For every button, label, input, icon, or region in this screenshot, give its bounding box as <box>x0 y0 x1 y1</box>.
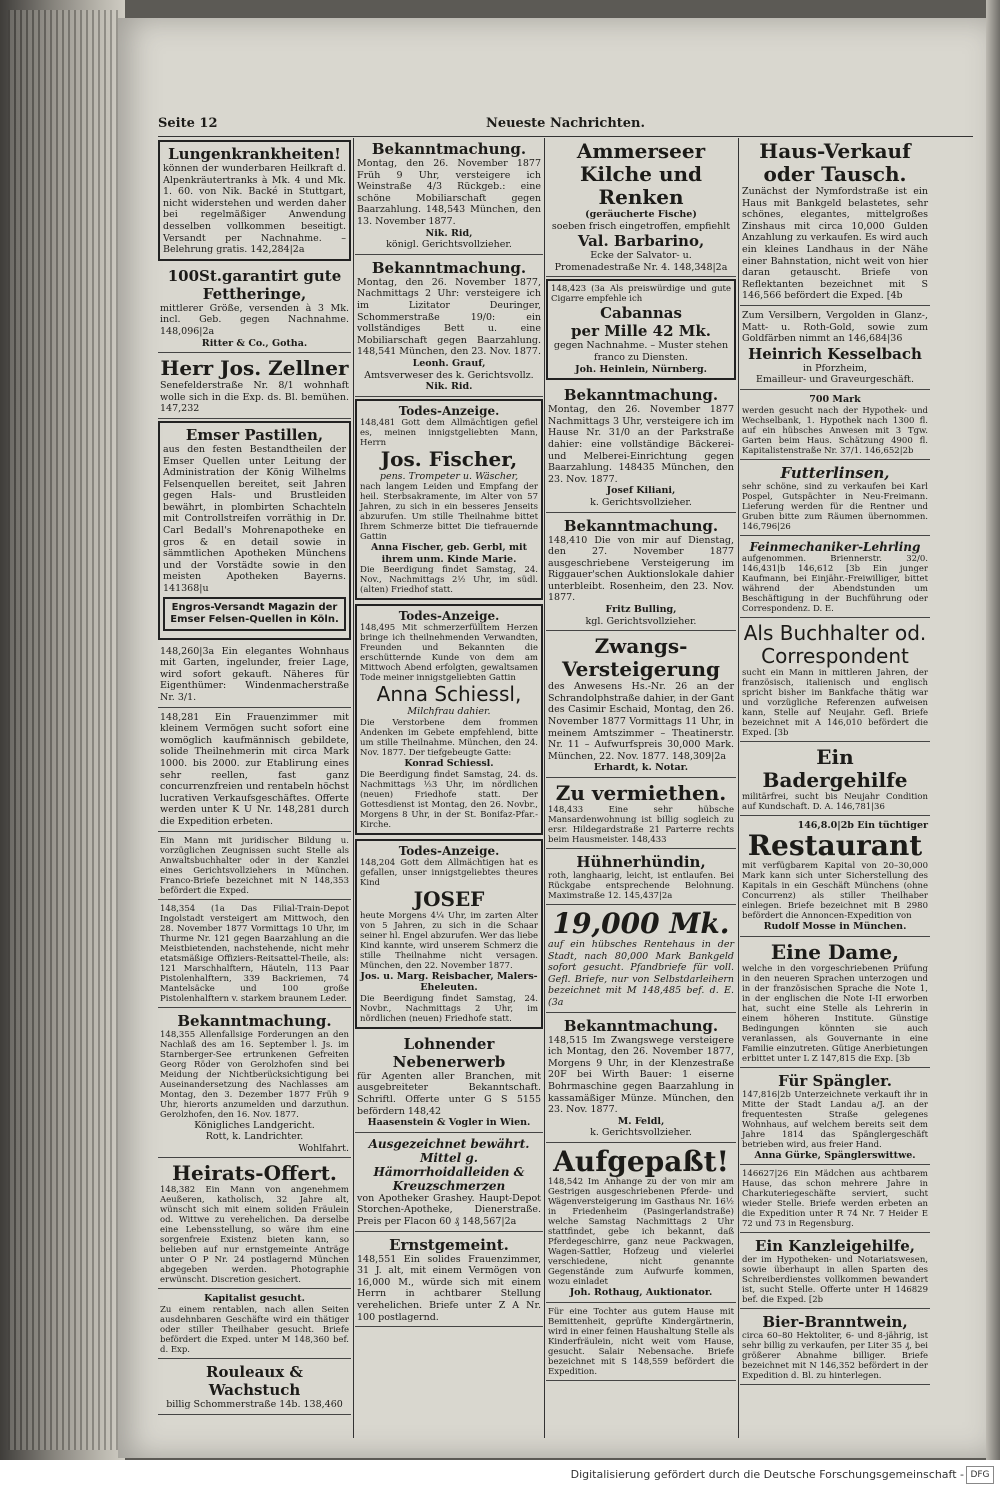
obituary-role: Milchfrau dahier. <box>407 706 491 718</box>
ad-aufgepasst <box>546 1145 736 1303</box>
ad-19000-mk <box>546 907 736 1013</box>
ad-title: Bekanntmachung. <box>177 1011 332 1030</box>
ad-signature: Leonh. Grauf, <box>412 357 486 369</box>
obituary-title: Todes-Anzeige. <box>398 403 500 418</box>
book-binding <box>0 0 125 1491</box>
ad-zellner <box>158 355 351 419</box>
ad-title: Futterlinsen, <box>780 463 890 482</box>
ad-body: aufgenommen. Briennerstr. 32/0. 146,431|b 146,612 [3b Ein junger Kaufmann, bei Einjähr.-Freiwilliger, bittet während der Abendstunden um Beschäftigung in der Buchführung oder Correspondenz. D. E. <box>742 553 928 614</box>
ad-signature: Nik. Rid. <box>425 381 473 393</box>
ad-huehnerhuendin <box>546 851 736 905</box>
ad-title: Lohnender Nebenerwerb <box>392 1034 506 1071</box>
ad-body: circa 60–80 Hektoliter, 6- und 8-jährig, ist sehr billig zu verkaufen, per Liter 35 ₰, bei größerer Abnahme billiger. Briefe bezeichnet mit N 146,352 befördert in der Expedition d. Bl. zu hinterlegen. <box>742 1331 928 1382</box>
funding-credit: Digitalisierung gefördert durch die Deutsche Forschungsgemeinschaft - <box>570 1468 964 1481</box>
ad-eine-dame <box>740 939 930 1068</box>
obituary-funeral: Die Beerdigung findet Samstag, 24. Novbr., Nachmittags 2 Uhr, im nördlichen (neuen) Friedhofe statt. <box>360 993 538 1024</box>
ad-bekanntmachung-rid <box>355 138 543 255</box>
ad-futterlinsen <box>740 462 930 536</box>
ad-body: der im Hypotheken- und Notariatswesen, sowie überhaupt in allen Sparten des Schreiberdienstes vollkommen bewandert ist, sucht Stelle. Offerte unter H 146829 bef. die Exped. [2b <box>742 1255 928 1306</box>
obituary-fischer <box>355 399 543 601</box>
ad-signature: Erhardt, k. Notar. <box>593 762 689 774</box>
ad-title: Kapitalist gesucht. <box>204 1293 305 1305</box>
ad-title: Ein Kanzleigehilfe, <box>755 1237 915 1256</box>
ad-signature: Josef Kiliani, <box>606 485 676 497</box>
ad-bekanntmachung-grauf <box>355 257 543 397</box>
ad-title: Bier-Branntwein, <box>762 1313 908 1332</box>
ad-title: Heirats-Offert. <box>172 1161 337 1186</box>
ad-body: Senefelderstraße Nr. 8/1 wohnhaft wolle sich in die Exp. ds. Bl. bemühen. 147,232 <box>160 380 349 415</box>
column-4 <box>740 138 930 1438</box>
ad-body: für Agenten aller Branchen, mit ausgebreiteter Bekanntschaft. Schriftl. Offerte unter G S 5155 befördern 148,42 <box>357 1070 541 1117</box>
ad-body: Für eine Tochter aus gutem Hause mit Bemittenheit, geprüfte Kindergärtnerin, wird in einer feinen Haushaltung Stelle als Kinderfräulein, nicht weit vom Hause, gesucht. Salair Nebensache. Briefe bezeichnet mit S 148,559 befördert die Expedition. <box>548 1306 734 1377</box>
ad-body: sehr schöne, sind zu verkaufen bei Karl Pospel, Gutspächter in Neu-Freimann. Lieferung werden für die Rentner und Gruben bitte zum Räumen übernommen. 146,796|26 <box>742 481 928 532</box>
ad-body: 148,515 Im Zwangswege versteigere ich Montag, den 26. November 1877, Morgens 9 Uhr, in der Klenzestraße 20F bei Wirth Bauer: 1 eiserne Bohrmaschine gegen Baarzahlung in kassamäßiger Münze. München, den 23. Nov. 1877. <box>548 1034 734 1116</box>
obituary-name: Jos. Fischer, <box>380 446 518 471</box>
ad-cabannas <box>546 279 736 380</box>
ad-body: 148,551 Ein solides Frauenzimmer, 31 J. alt, mit einem Vermögen von 16,000 M., würde sich mit einem Herrn in achtbarer Stellung verehelichen. Briefe unter Z A Nr. 100 postlagernd. <box>357 1253 541 1323</box>
ad-body: 148,423 (3a Als preiswürdige und gute Cigarre empfehle ich <box>551 284 731 305</box>
ad-body: aus den festen Bestandtheilen der Emser Quellen unter Leitung der Administration der König Wilhelms Felsenquellen bereitet, seit Jahren gegen Hals- und Brustleiden bewährt, in plombirten Schachteln mit Controllstreifen vorräthig in Dr. Carl Bedall's Mohrenapotheke en gros & en detail sowie in sämmtlichen Apotheken Münchens und der Vorstädte sowie in den meisten Apotheken Bayerns. 141368|u <box>163 443 346 595</box>
ad-body: 148,260|3a Ein elegantes Wohnhaus mit Garten, ingelunder, freier Lage, wird sofort gekauft. Näheres für Eigenthümer: Windenmacherstraße Nr. 3/1. <box>160 645 349 703</box>
obituary-title: Todes-Anzeige. <box>398 843 500 858</box>
ad-role: Emailleur- und Graveurgeschäft. <box>755 374 915 386</box>
ad-title: Eine Dame, <box>770 939 900 964</box>
ad-title: Emser Pastillen, <box>185 425 324 444</box>
ad-body: welche in den vorgeschriebenen Prüfung in den neueren Sprachen unterzogen und in der französischen Sprache die Note 1, in der englischen die Note I-II erworben hat, sucht eine Stelle als Lehrerin in einem höheren Institute. Günstige Bedingungen könnten sie auch veranlassen, als Gouvernante in eine Familie einzutreten. Gütige Anerbietungen erbittet unter L Z 147,815 die Exp. [3b <box>742 963 928 1064</box>
ad-signature: Joh. Rothaug, Auktionator. <box>569 1286 713 1298</box>
ad-bier-branntwein <box>740 1311 930 1385</box>
ad-body: Zunächst der Nymfordstraße ist ein Haus mit Bankgeld belastetes, sehr schönes, elegantes, mittelgroßes Zinshaus mit circa 10,000 Gulden Anzahlung zu verkaufen. Es wird auch ein kleines Landhaus in der Nähe einer Bahnstation, nicht weit von hier daran getauscht. Briefe von Reflektanten bezeichnet mit S 146,566 befördert die Exped. [4b <box>742 186 928 302</box>
obituary-name: JOSEF <box>413 886 485 911</box>
ad-badergehilfe <box>740 744 930 816</box>
page-header <box>158 114 973 137</box>
obituary-signature: Konrad Schiessl. <box>404 758 494 770</box>
ad-700-mark <box>740 392 930 460</box>
ad-emser-pastillen <box>158 421 351 640</box>
ad-signature: Amtsverweser des k. Gerichtsvollz. <box>364 369 534 381</box>
page-number: Seite 12 <box>158 116 218 131</box>
ad-signature: Rott, k. Landrichter. <box>205 1131 304 1143</box>
ad-fettheringe <box>158 265 351 353</box>
ad-nebenerwerb <box>355 1033 543 1133</box>
obituary-name: Anna Schiessl, <box>376 682 522 707</box>
obituary-title: Todes-Anzeige. <box>398 609 500 624</box>
ad-kanzleigehilfe <box>740 1235 930 1309</box>
ad-maedchen <box>740 1167 930 1233</box>
obituary-josef <box>355 839 543 1029</box>
digitization-footer <box>0 1460 1000 1491</box>
column-rule <box>738 138 739 1438</box>
ad-body: Montag, den 26. November 1877 Nachmittags 3 Uhr, versteigere ich im Hause Nr. 31/0 an der Parkstraße dahier: eine vollständige Bäckerei- und Melberei-Einrichtung gegen Baarzahlung. 148435 München, den 23. Nov. 1877. <box>548 404 734 485</box>
page-edges <box>8 10 118 1450</box>
ad-pretitle: 146,8.0|2b Ein tüchtiger <box>797 819 928 831</box>
ad-body: Zum Versilbern, Vergolden in Glanz-, Matt- u. Roth-Gold, sowie zum Goldfärben nimmt an 146,684|36 <box>742 309 928 345</box>
ad-body: militärfrei, sucht bis Neujahr Condition auf Kundschaft. D. A. 146,781|36 <box>742 791 928 812</box>
ad-title: Zwangs-Versteigerung <box>561 634 721 682</box>
ad-body: 148,410 Die von mir auf Dienstag, den 27. November 1877 ausgeschriebene Versteigerung im Riggauer'schen Auktionslokale dahier unterbleibt. Rosenheim, den 23. Nov. 1877. <box>548 534 734 604</box>
ad-signature: Rudolf Mosse in München. <box>763 921 907 933</box>
ad-name: Heinrich Kesselbach <box>748 344 922 363</box>
ad-title: Bekanntmachung. <box>371 258 527 277</box>
masthead-title: Neueste Nachrichten. <box>485 116 646 131</box>
obituary-body: nach langem Leiden und Empfang der heil. Sterbsakramente, im Alter von 57 Jahren, zu sich in ein besseres Jenseits abzurufen. Um stille Theilnahme bittet Ihrem Schmerze bittet Die tiefrauernde Gattin <box>360 482 538 543</box>
ad-body: billig Schommerstraße 14b. 138,460 <box>166 1398 343 1410</box>
column-2 <box>355 138 543 1438</box>
ad-signature: k. Gerichtsvollzieher. <box>590 1127 692 1139</box>
ad-signature: Fritz Bulling, <box>605 604 677 616</box>
column-1 <box>158 138 351 1438</box>
ad-signature: M. Feldl, <box>617 1115 665 1127</box>
obituary-signature: Anna Fischer, geb. Gerbl, mit ihrem unm. Kinde Marie. <box>370 542 528 565</box>
ad-bekanntmachung-kiliani <box>546 384 736 512</box>
ad-title: Herr Jos. Zellner <box>160 356 349 381</box>
ad-conditions: gegen Nachnahme. – Muster stehen franco zu Diensten. <box>553 340 729 363</box>
dfg-logo: DFG <box>966 1466 994 1484</box>
ad-kesselbach <box>740 308 930 390</box>
ad-signature: Nik. Rid, <box>425 227 473 239</box>
ad-body: Zu einem rentablen, nach allen Seiten ausdehnbaren Geschäfte wird ein thätiger oder stiller Theilhaber gesucht. Briefe befördert die Exped. unter M 148,360 bef. d. Exp. <box>160 1304 349 1355</box>
ad-rouleaux <box>158 1361 351 1415</box>
ad-restaurant <box>740 818 930 937</box>
ad-fuer-spaengler <box>740 1070 930 1166</box>
ad-title: Feinmechaniker-Lehrling <box>749 539 921 554</box>
ad-signature: Wohlfahrt. <box>298 1142 349 1154</box>
ad-title: 19,000 Mk. <box>552 907 730 940</box>
ad-body: können der wunderbaren Heilkraft d. Alpenkräutertranks à Mk. 4 und Mk. 1. 60. von Nik. Backé in Stuttgart, nicht widerstehen und werden daher bei regelmäßiger Anwendung desselben vollkommen beseitigt. Versandt per Nachnahme. – Belehrung gratis. 142,284|2a <box>163 163 346 256</box>
ad-signature: kgl. Gerichtsvollzieher. <box>585 615 697 627</box>
ad-body: Montag, den 26. November 1877, Nachmittags 2 Uhr: versteigere ich im Lizitator Deuringer, Schommerstraße 19/0: ein vollständiges Bett u. eine Mobiliarschaft gegen Baarzahlung. 148,541 München, den 23. Nov. 1877. <box>357 276 541 358</box>
ad-title: Ausgezeichnet bewährt. Mittel g. Hämorrhoidalleiden & Kreuzschmerzen <box>368 1136 530 1193</box>
ad-signature: Haasenstein & Vogler in Wien. <box>367 1117 531 1129</box>
ad-price: per Mille 42 Mk. <box>571 322 711 341</box>
ad-kinderfraeulein <box>546 1305 736 1381</box>
ad-buchhalter <box>740 620 930 742</box>
ad-title: Haus-Verkauf oder Tausch. <box>759 139 911 186</box>
ad-bekanntmachung-bulling <box>546 515 736 632</box>
column-3 <box>546 138 736 1438</box>
ad-body: mittlerer Größe, versenden à 3 Mk. incl. Geb. gegen Nachnahme. 148,096|2a <box>160 302 349 337</box>
ad-heirats-offert <box>158 1160 351 1289</box>
ad-body: werden gesucht nach der Hypothek- und Wechselbank, 1. Hypothek nach 1300 fl. auf ein hübsches Anwesen mit 3 Tgw. Garten beim Haus. Schätzung 4900 fl. Kapitalistenstraße Nr. 37/1. 146,652|2b <box>742 405 928 456</box>
obituary-schiessl <box>355 604 543 834</box>
ad-body: 148,433 Eine sehr hübsche Mansardenwohnung ist billig sogleich zu ersr. Hildegardstraße 21 Parterre rechts beim Hausmeister. 148,433 <box>548 805 734 845</box>
ad-feinmechaniker <box>740 538 930 618</box>
ad-body: Montag, den 26. November 1877 Früh 9 Uhr, versteigere ich Weinstraße 4/3 Rückgeb.: eine schöne Mobiliarschaft gegen Baarzahlung. 148,543 München, den 13. November 1877. <box>357 158 541 227</box>
right-edge-shadow <box>986 0 1000 1491</box>
ad-body: mit verfügbarem Kapital von 20–30,000 Mark kann sich unter Sicherstellung des Kapitals in ein Geschäft Münchens (ohne Concurrenz) als stiller Theilhaber einlegen. Briefe bezeichnet mit B 2980 befördert die Annoncen-Expedition von <box>742 861 928 922</box>
ad-body: 148,355 Allenfallsige Forderungen an den Nachlaß des am 16. September l. Js. im Starnberger-See ertrunkenen Gefreiten Georg Röder von Gerolzhofen sind bei Meidung der Nichtberücksichtigung bei Auseinandersetzung des Nachlasses am Montag, den 3. Dezember 1877 Früh 9 Uhr, hierorts anzumelden und darzuthun. Gerolzhofen, den 16. Nov. 1877. <box>160 1029 349 1120</box>
ad-title: Für Spängler. <box>778 1071 892 1090</box>
ad-signature: königl. Gerichtsvollzieher. <box>386 239 512 251</box>
ad-title: Bekanntmachung. <box>563 1016 719 1035</box>
ad-signature: Joh. Heinlein, Nürnberg. <box>575 363 707 375</box>
ad-body: 146627|26 Ein Mädchen aus achtbarem Hause, das schon mehrere Jahre in Charkuteriegeschäfte serviert, sucht wieder Stelle. Briefe werden erbeten an die Expedition unter R 74 Nr. 7 Heider E 72 und 73 in Regensburg. <box>742 1169 928 1230</box>
ad-haus-verkauf <box>740 138 930 306</box>
ad-title: Bekanntmachung. <box>563 516 719 535</box>
column-rule <box>544 138 545 1438</box>
ad-title: Ein Badergehilfe <box>762 744 908 792</box>
ad-title: Hühnerhündin, <box>576 853 706 871</box>
ad-anwaltsbuchhalter <box>158 834 351 900</box>
obituary-body: 148,481 Gott dem Allmächtigen gefiel es, meinen innigstgeliebten Mann, Herrn <box>360 417 538 448</box>
ad-bekanntmachung-feldl <box>546 1015 736 1143</box>
ad-name: Cabannas <box>600 304 682 323</box>
ad-title: 700 Mark <box>809 393 861 405</box>
ad-address: Ecke der Salvator- u. Promenadestraße Nr. 4. 148,348|2a <box>554 250 728 273</box>
ad-address: in Pforzheim, <box>802 362 868 374</box>
ad-bekanntmachung-gerolzhofen <box>158 1010 351 1159</box>
ad-haemorrhoidal <box>355 1135 543 1232</box>
ad-box-footer: Engros-Versandt Magazin der Emser Felsen-Quellen in Köln. <box>163 597 346 631</box>
ad-title: 100St.garantirt gute Fettheringe, <box>167 266 342 303</box>
ad-body: soeben frisch eingetroffen, empfiehlt <box>551 220 731 232</box>
obituary-body: Die Verstorbene dem frommen Andenken im Gebete empfehlend, bitte um stille Theilnahme. München, den 24. Nov. 1877. Der tiefgebeugte Gatte: <box>360 718 538 759</box>
ad-zu-vermiethen <box>546 780 736 849</box>
ad-title: Bekanntmachung. <box>371 140 527 158</box>
ad-body: von Apotheker Grashey. Haupt-Depot Storchen-Apotheke, Dienerstraße. Preis per Flacon 60 ₰ 148,567|2a <box>357 1192 541 1227</box>
ad-title: Zu vermiethen. <box>555 781 727 805</box>
ad-title: Aufgepaßt! <box>553 1144 729 1178</box>
ad-body: sucht ein Mann in mittleren Jahren, der französisch, italienisch und englisch spricht bisher im Bankfache thätig war und vorzügliche Referenzen aufweisen kann, Stelle auf Neujahr. Gefl. Briefe bezeichnet mit A 146,010 befördert die Exped. [3b <box>742 667 928 738</box>
ad-title: Ernstgemeint. <box>389 1235 509 1254</box>
ad-signature: Anna Gürke, Spänglerswittwe. <box>754 1149 916 1161</box>
column-rule <box>353 138 354 1438</box>
ad-body: Ein Mann mit juridischer Bildung u. vorzüglichen Zeugnissen sucht Stelle als Anwaltsbuchhalter oder in der Kanzlei eines Gerichtsvollziehers in München. Franco-Briefe bezeichnet mit N 148,353 befördert die Exped. <box>160 835 349 896</box>
ad-title: Bekanntmachung. <box>563 386 719 405</box>
ad-body: auf ein hübsches Rentehaus in der Stadt, nach 80,000 Mark Bankgeld sofort gesucht. Pfandbriefe für voll. Gefl. Briefe, nur von Selbstdarleihern bezeichnet mit M 148,485 bef. d. E. (3a <box>548 939 734 1008</box>
ad-frauenzimmer <box>158 710 351 832</box>
ad-wohnhaus <box>158 644 351 708</box>
ad-signature: Königliches Landgericht. <box>194 1119 315 1131</box>
obituary-funeral: Die Beerdigung findet Samstag, 24. ds. Nachmittags ½3 Uhr, im nördlichen (neuen) Friedhofe statt. Der Gottesdienst ist Montag, den 26. Novbr., Morgens 8 Uhr, in der St. Bonifaz-Pfar.-Kirche. <box>360 769 538 830</box>
ad-subtitle: (geräucherte Fische) <box>585 209 697 220</box>
ad-kapitalist <box>158 1291 351 1359</box>
obituary-body: 148,204 Gott dem Allmächtigen hat es gefallen, unser innigstgeliebtes theures Kind <box>360 857 538 888</box>
obituary-funeral: Die Beerdigung findet Samstag, 24. Nov., Nachmittags 2½ Uhr, im südl. (alten) Friedhof statt. <box>360 565 538 596</box>
ad-alpenkraeutertrank <box>158 140 351 261</box>
ad-body: 148,382 Ein Mann von angenehmem Aeußeren, katholisch, 32 Jahre alt, wünscht sich mit einem soliden Fräulein od. Wittwe zu verehelichen. Da derselbe eine Lebensstellung, so wäre ihm eine sorgenfreie Existenz bieten kann, so belieben auf nur ernstgemeinte Anträge unter O P Nr. 24 postlagernd München abgegeben werden. Photographie erwünscht. Discretion gesichert. <box>160 1185 349 1286</box>
obituary-role: pens. Trompeter u. Wäscher, <box>379 470 519 482</box>
ad-title: Lungenkrankheiten! <box>168 145 341 163</box>
ad-ernstgemeint <box>355 1234 543 1328</box>
ad-zwangs-versteigerung <box>546 633 736 778</box>
ad-ammerseer-renken <box>546 138 736 277</box>
ad-title: Als Buchhalter od. Correspondent <box>743 620 927 668</box>
ad-train-depot <box>158 902 351 1008</box>
obituary-body: heute Morgens 4¼ Uhr, im zarten Alter von 5 Jahren, zu sich in die Schaar seiner hl. Engel abzurufen. Wer das liebe Kind kannte, wird unserem Schmerz die stille Theilnahme nicht versagen. München, den 22. November 1877. <box>360 910 538 971</box>
obituary-body: 148,495 Mit schmerzerfülltem Herzen bringe ich theilnehmenden Verwandten, Freunden und Bekannten die erschütternde Kunde von dem am Mittwoch Abend erfolgten, gewaltsamen Tode meiner innigstgeliebten Gattin <box>360 623 538 684</box>
ad-title: Ammerseer Kilche und Renken <box>576 139 706 209</box>
ad-signature: Ritter & Co., Gotha. <box>201 337 308 349</box>
ad-body: 147,816|2b Unterzeichnete verkauft ihr in Mitte der Stadt Landau a/J. an der frequentesten Straße gelegenes Wohnhaus, auf welchem bereits seit dem Jahre 1814 das Spänglergeschäft betrieben wird, aus freier Hand. <box>742 1089 928 1150</box>
ad-body: 148,281 Ein Frauenzimmer mit kleinem Vermögen sucht sofort eine womöglich kaufmännisch gebildete, solide Theilnehmerin mit circa Mark 1000. bis 2000. zur Etablirung eines sehr reellen, fast ganz concurrenzfreien und rentabeln höchst lucrativen Verkaufsgeschäftes. Offerte werden unter K U Nr. 148,281 durch die Expedition erbeten. <box>160 711 349 827</box>
ad-body: roth, langhaarig, leicht, ist entlaufen. Bei Rückgabe entsprechende Belohnung. Maximstraße 12. 145,437|2a <box>548 871 734 901</box>
ad-body: des Anwesens Hs.-Nr. 26 an der Schrandolphstraße dahier, in der Gant des Casimir Eschaid, Montag, den 26. November 1877 Vormittags 11 Uhr, in meinem Amtszimmer – Theatinerstr. Nr. 11 – Aufwurfspreis 30,000 Mark. München, 22. Nov. 1877. 148,309|2a <box>548 681 734 762</box>
ad-title: Rouleaux & Wachstuch <box>206 1362 303 1399</box>
ad-body: 148,542 Im Anhange zu der von mir am Gestrigen ausgeschriebenen Pferde- und Wägenversteigerung im Gasthaus Nr. 16½ in Friedenheim (Pasingerlandstraße) welche Samstag Nachmittags 2 Uhr stattfindet, gebe ich bekannt, daß Pferdegeschirre, ganz neue Packwagen, Wagen-Sattler, Hofzeug und vielerlei verschiedene, nicht genannte Gegenstände zum Aufwurfe kommen, wozu einladet <box>548 1176 734 1287</box>
obituary-signature: Jos. u. Marg. Reisbacher, Malers-Eheleuten. <box>360 970 538 994</box>
ad-signature: k. Gerichtsvollzieher. <box>590 496 692 508</box>
ad-name: Val. Barbarino, <box>577 232 705 251</box>
ad-title: Restaurant <box>747 829 923 863</box>
ad-body: 148,354 (1a Das Filial-Train-Depot Ingolstadt versteigert am Mittwoch, den 28. November 1877 Vormittags 10 Uhr, im Thurme Nr. 121 gegen Baarzahlung an die Meistbietenden, nachstehende, nicht mehr etatsmäßige Offiziers-Reitsattel-Theile, als: 121 Marschhalftern, Häuteln, 113 Paar Pistolenhalftern, 339 Backriemen, 74 Mantelsäcke und 100 große Pistolenhalftern v. starkem braunem Leder. <box>160 903 349 1004</box>
